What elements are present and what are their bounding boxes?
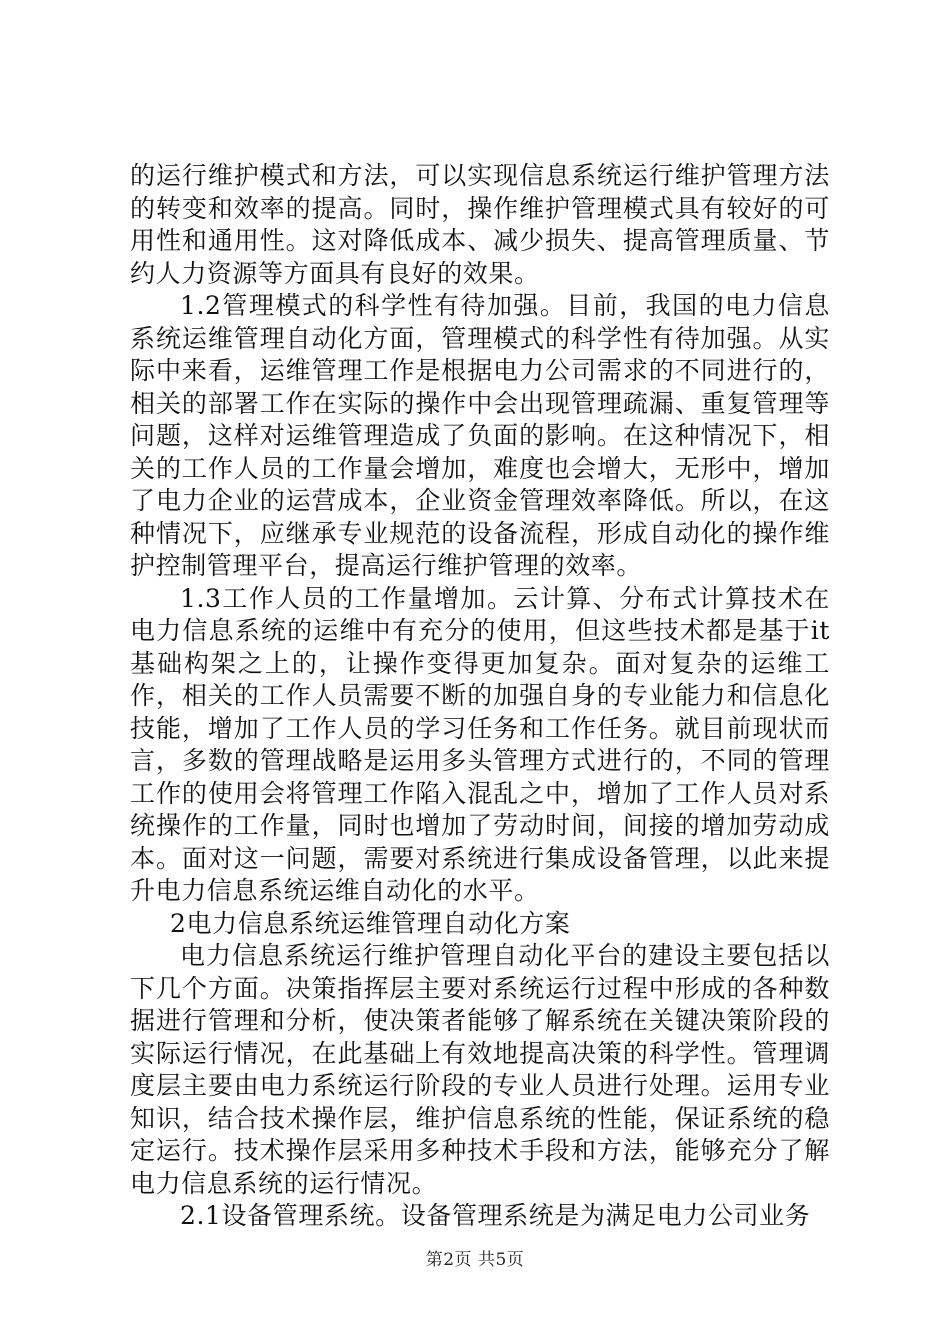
paragraph-1-2: 1.2管理模式的科学性有待加强。目前，我国的电力信息系统运维管理自动化方面，管理模式的科学性有待加强。从实际中来看，运维管理工作是根据电力公司需求的不同进行的，相关的部署工作在实际的操作中会出现管理疏漏、重复管理等问题，这样对运维管理造成了负面的影响。在这种情况下，相关的工作人员的工作量会增加，难度也会增大，无形中，增加了电力企业的运营成本，企业资金管理效率降低。所以，在这种情况下，应继承专业规范的设备流程，形成自动化的操作维护控制管理平台，提高运行维护管理的效率。: [130, 291, 830, 580]
document-page: [130, 160, 830, 1233]
page-footer: 第2页 共5页: [425, 1250, 525, 1270]
paragraph-1: 的运行维护模式和方法，可以实现信息系统运行维护管理方法的转变和效率的提高。同时，操作维护管理模式具有较好的可用性和通用性。这对降低成本、减少损失、提高管理质量、节约人力资源等方面具有良好的效果。: [130, 161, 830, 288]
section-heading: 2电力信息系统运维管理自动化方案: [170, 908, 571, 938]
paragraph-1-3: 1.3工作人员的工作量增加。云计算、分布式计算技术在电力信息系统的运维中有充分的使用，但这些技术都是基于it基础构架之上的，让操作变得更加复杂。面对复杂的运维工作，相关的工作人员需要不断的加强自身的专业能力和信息化技能，增加了工作人员的学习任务和工作任务。就目前现状而言，多数的管理战略是运用多头管理方式进行的，不同的管理工作的使用会将管理工作陷入混乱之中，增加了工作人员对系统操作的工作量，同时也增加了劳动时间，间接的增加劳动成本。面对这一问题，需要对系统进行集成设备管理，以此来提升电力信息系统运维自动化的水平。: [130, 583, 830, 905]
paragraph-2-intro: 电力信息系统运行维护管理自动化平台的建设主要包括以下几个方面。决策指挥层主要对系统运行过程中形成的各种数据进行管理和分析，使决策者能够了解系统在关键决策阶段的实际运行情况，在此基础上有效地提高决策的科学性。管理调度层主要由电力系统运行阶段的专业人员进行处理。运用专业知识，结合技术操作层，维护信息系统的性能，保证系统的稳定运行。技术操作层采用多种技术手段和方法，能够充分了解电力信息系统的运行情况。: [130, 941, 830, 1198]
paragraph-2-1: 2.1设备管理系统。设备管理系统是为满足电力公司业务: [180, 1201, 811, 1230]
